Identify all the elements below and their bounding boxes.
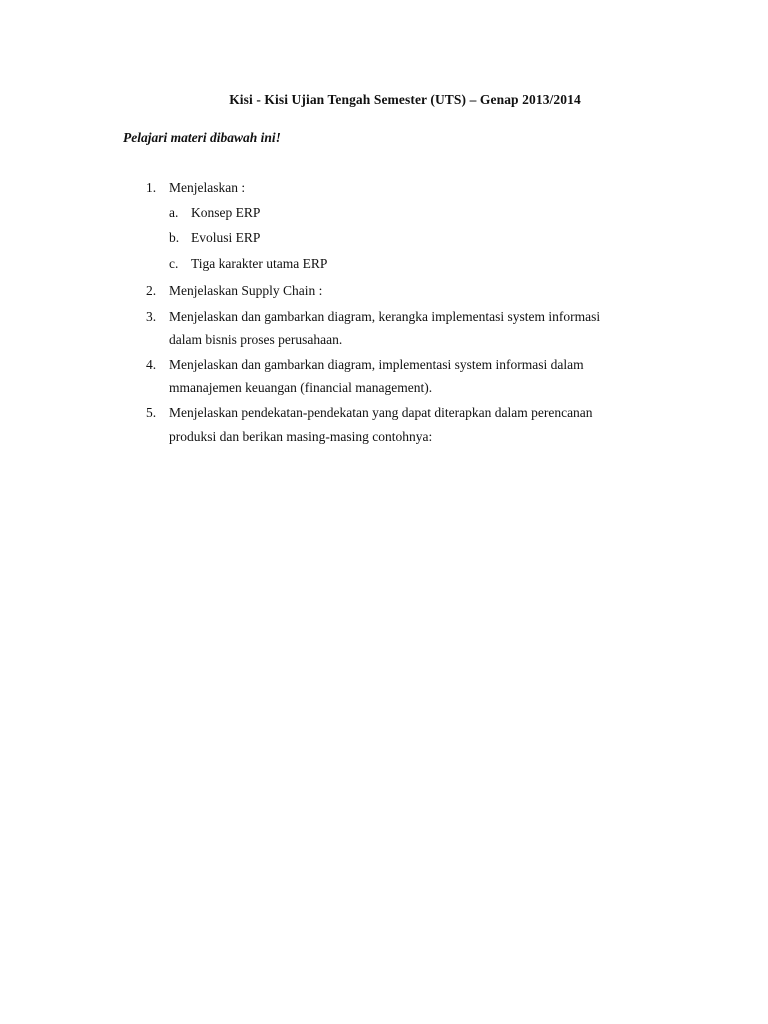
sub-letter: b. <box>169 230 180 245</box>
list-text: Menjelaskan Supply Chain : <box>169 283 323 298</box>
list-text-continued: mmanajemen keuangan (financial management). <box>169 380 433 395</box>
list-text-continued: dalam bisnis proses perusahaan. <box>169 332 343 347</box>
sub-text: Konsep ERP <box>191 205 261 220</box>
list-number: 1. <box>146 180 157 195</box>
list-text-continued: produksi dan berikan masing-masing contohnya: <box>169 429 433 444</box>
list-text: Menjelaskan : <box>169 180 246 195</box>
instruction-text: Pelajari materi dibawah ini! <box>123 130 281 145</box>
list-text: Menjelaskan dan gambarkan diagram, kerangka implementasi system informasi <box>169 309 601 324</box>
document-title: Kisi - Kisi Ujian Tengah Semester (UTS) – Genap 2013/2014 <box>229 92 581 107</box>
list-number: 5. <box>146 405 157 420</box>
sub-letter: c. <box>169 256 179 271</box>
list-number: 3. <box>146 309 157 324</box>
sub-text: Evolusi ERP <box>191 230 261 245</box>
list-text: Menjelaskan dan gambarkan diagram, implementasi system informasi dalam <box>169 357 584 372</box>
sub-text: Tiga karakter utama ERP <box>191 256 328 271</box>
list-number: 2. <box>146 283 157 298</box>
list-number: 4. <box>146 357 157 372</box>
list-text: Menjelaskan pendekatan-pendekatan yang dapat diterapkan dalam perencanan <box>169 405 593 420</box>
sub-letter: a. <box>169 205 179 220</box>
